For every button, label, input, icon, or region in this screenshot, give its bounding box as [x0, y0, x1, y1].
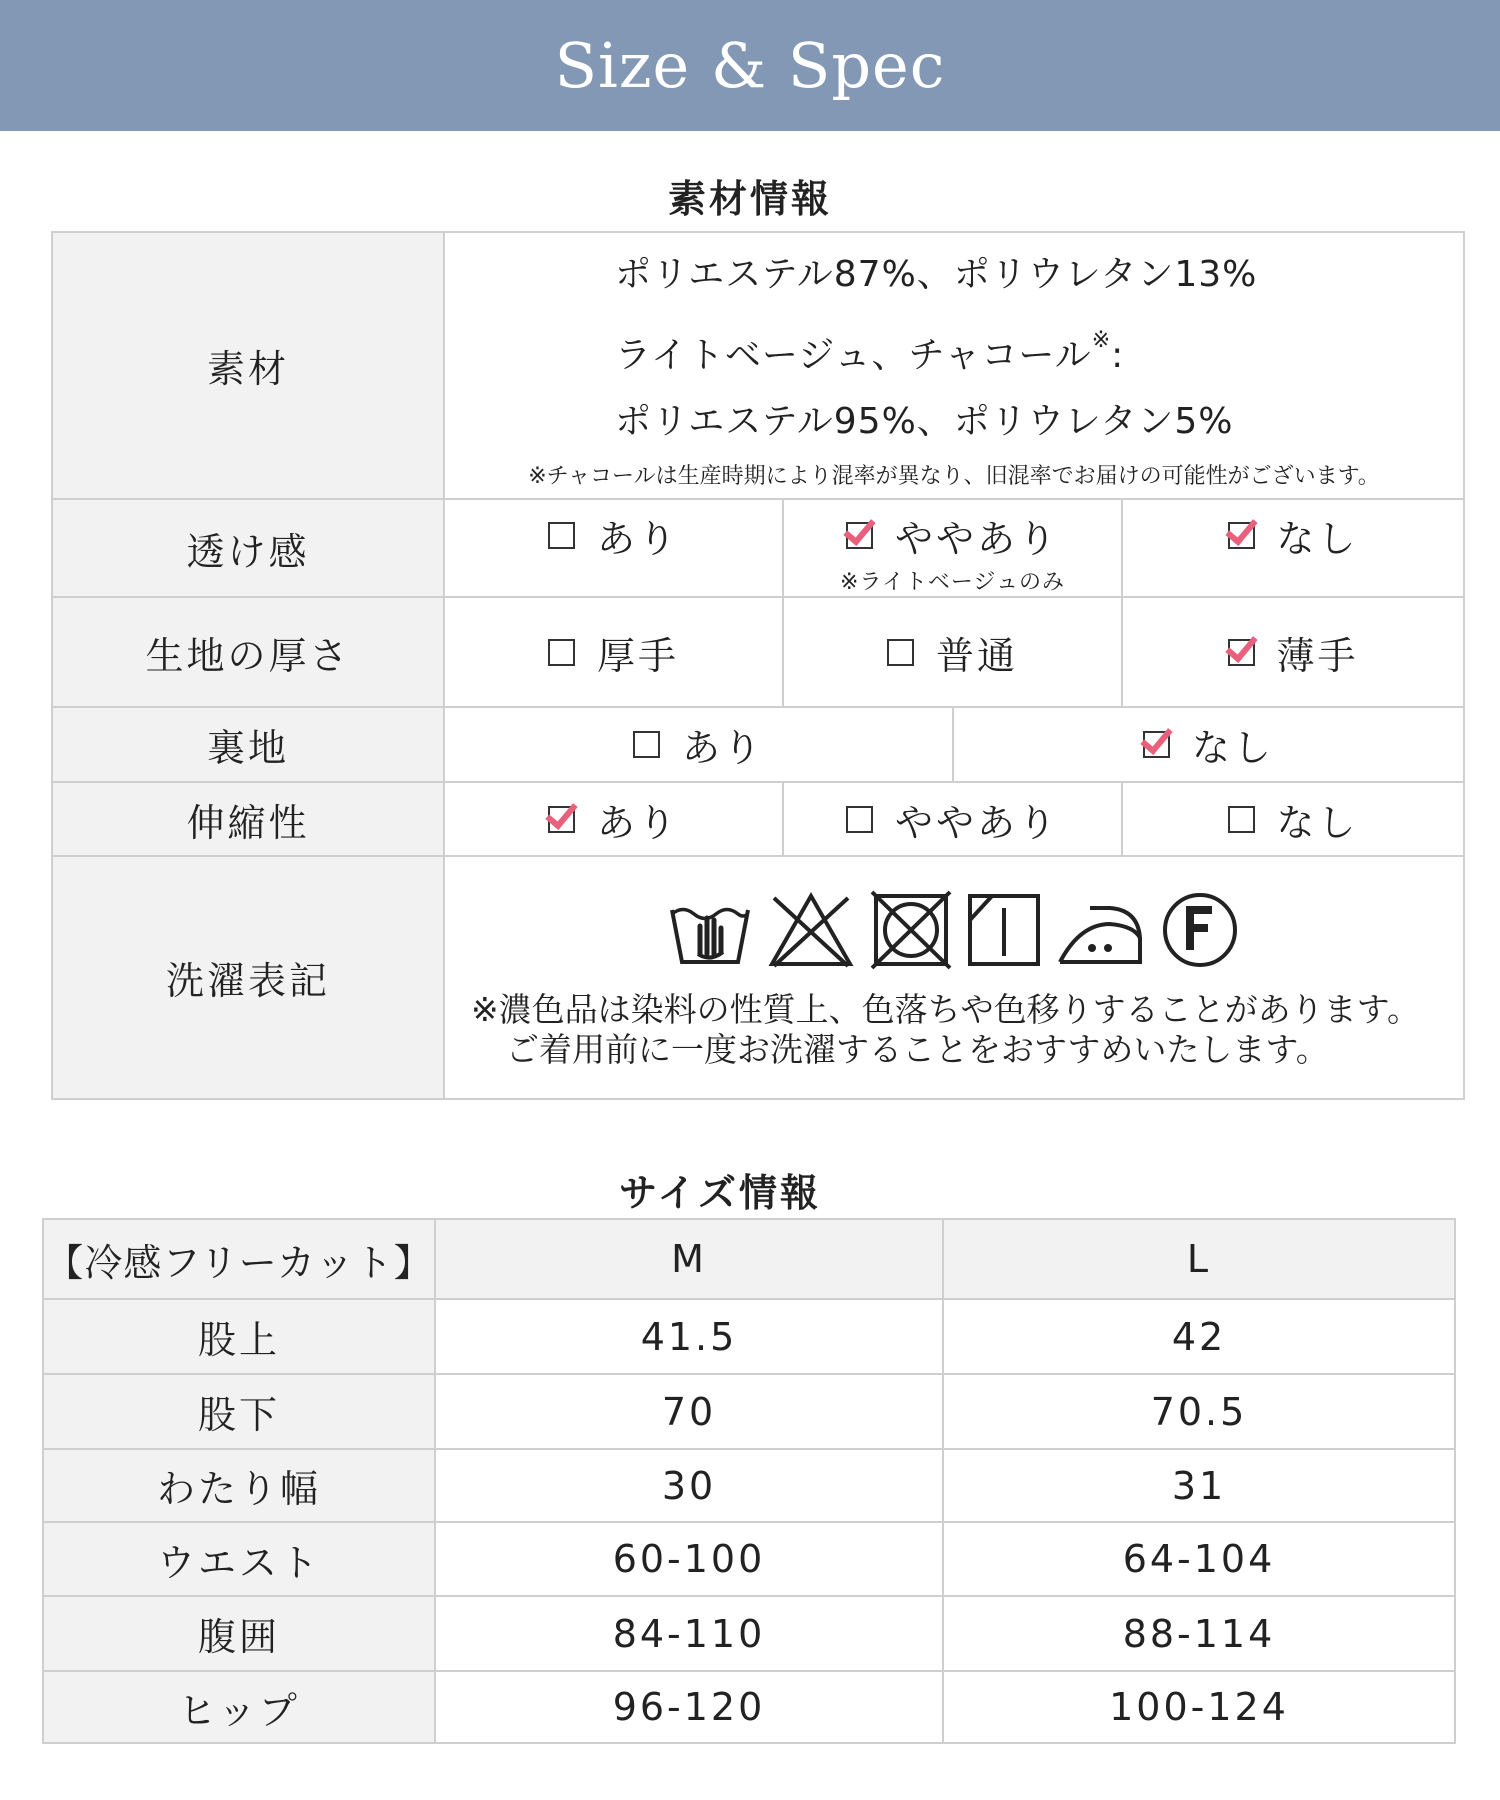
thickness-label: 生地の厚さ [52, 597, 444, 707]
stretch-label: 伸縮性 [52, 782, 444, 856]
checkbox-icon [548, 639, 575, 666]
checkbox-checked-icon [1143, 731, 1170, 758]
option-label: なし [1192, 726, 1275, 770]
washing-note [445, 990, 1463, 1070]
size-row-label: 股上 [43, 1299, 435, 1374]
checkbox-checked-icon [846, 522, 873, 549]
thickness-row [52, 597, 1464, 707]
material-label: 素材 [52, 232, 444, 499]
option-label: あり [681, 726, 764, 770]
material-line-2-suffix: : [1111, 334, 1125, 376]
size-header-m: M [435, 1219, 943, 1299]
size-row-waist [43, 1522, 1455, 1596]
sheerness-option-3 [1122, 499, 1464, 597]
care-symbols [445, 890, 1463, 974]
size-row-thigh [43, 1449, 1455, 1522]
size-value-l: 42 [943, 1299, 1455, 1374]
dry-clean-f-icon [1158, 890, 1242, 974]
material-line-2 [615, 308, 1463, 389]
size-info-heading: サイズ情報 [619, 1171, 821, 1215]
sheerness-option-1 [444, 499, 783, 597]
stretch-option-3 [1122, 782, 1464, 856]
option-label: あり [596, 800, 679, 845]
sheerness-option-2 [783, 499, 1122, 597]
thickness-option-2 [783, 597, 1122, 707]
hand-wash-icon [666, 890, 754, 974]
checkbox-icon [1228, 806, 1255, 833]
washing-row [52, 856, 1464, 1099]
thickness-option-3 [1122, 597, 1464, 707]
washing-content [444, 856, 1464, 1099]
lining-option-2 [953, 707, 1464, 782]
size-row-label: わたり幅 [43, 1449, 435, 1522]
checkbox-checked-icon [1228, 639, 1255, 666]
page-title: Size & Spec [554, 29, 946, 102]
stretch-option-1 [444, 782, 783, 856]
washing-label: 洗濯表記 [52, 856, 444, 1099]
checkbox-icon [846, 806, 873, 833]
material-composition [445, 242, 1463, 455]
size-value-m: 84-110 [435, 1596, 943, 1671]
washing-note-line-1: ※濃色品は染料の性質上、色落ちや色移りすることがあります。 [471, 989, 1421, 1029]
stretch-option-2 [783, 782, 1122, 856]
lining-option-1 [444, 707, 953, 782]
checkbox-icon [548, 522, 575, 549]
washing-note-line-2: ご着用前に一度お洗濯することをおすすめいたします。 [506, 1029, 1329, 1069]
line-dry-shade-icon [966, 890, 1042, 974]
option-label: あり [596, 517, 679, 561]
size-row-inseam [43, 1374, 1455, 1449]
no-bleach-icon [766, 890, 856, 974]
stretch-row [52, 782, 1464, 856]
option-label: ややあり [894, 800, 1059, 845]
option-label: 普通 [935, 633, 1018, 678]
size-value-l: 100-124 [943, 1671, 1455, 1743]
checkbox-checked-icon [548, 806, 575, 833]
size-table [42, 1218, 1456, 1744]
material-info-heading: 素材情報 [667, 177, 832, 221]
size-value-m: 41.5 [435, 1299, 943, 1374]
checkbox-checked-icon [1228, 522, 1255, 549]
size-value-l: 70.5 [943, 1374, 1455, 1449]
option-label: 厚手 [596, 633, 679, 678]
size-table-header [43, 1219, 1455, 1299]
size-row-label: 腹囲 [43, 1596, 435, 1671]
material-footnote-mark: ※ [1091, 327, 1112, 353]
header-banner [0, 0, 1500, 131]
size-value-m: 60-100 [435, 1522, 943, 1596]
size-header-label: 【冷感フリーカット】 [43, 1219, 435, 1299]
sheerness-label: 透け感 [52, 499, 444, 597]
material-content [444, 232, 1464, 499]
size-row-rise [43, 1299, 1455, 1374]
checkbox-icon [633, 731, 660, 758]
option-label: ややあり [894, 517, 1059, 561]
material-line-3: ポリエステル95%、ポリウレタン5% [615, 400, 1234, 442]
no-tumble-dry-icon [868, 890, 954, 974]
size-row-label: ヒップ [43, 1671, 435, 1743]
lining-row [52, 707, 1464, 782]
size-row-label: 股下 [43, 1374, 435, 1449]
checkbox-icon [887, 639, 914, 666]
material-row [52, 232, 1464, 499]
size-value-l: 88-114 [943, 1596, 1455, 1671]
material-line-2-text: ライトベージュ、チャコール [615, 334, 1092, 376]
size-value-m: 70 [435, 1374, 943, 1449]
size-header-l: L [943, 1219, 1455, 1299]
size-value-l: 64-104 [943, 1522, 1455, 1596]
size-value-l: 31 [943, 1449, 1455, 1522]
size-row-hip [43, 1671, 1455, 1743]
size-row-abdomen [43, 1596, 1455, 1671]
material-line-1: ポリエステル87%、ポリウレタン13% [615, 253, 1258, 295]
option-label: なし [1276, 517, 1359, 561]
option-note: ※ライトベージュのみ [840, 570, 1065, 595]
sheerness-row [52, 499, 1464, 597]
size-row-label: ウエスト [43, 1522, 435, 1596]
size-value-m: 30 [435, 1449, 943, 1522]
thickness-option-1 [444, 597, 783, 707]
material-spec-table [51, 231, 1465, 1100]
size-value-m: 96-120 [435, 1671, 943, 1743]
lining-label: 裏地 [52, 707, 444, 782]
iron-low-icon [1054, 890, 1146, 974]
option-label: 薄手 [1276, 633, 1359, 678]
option-label: なし [1276, 800, 1359, 845]
material-note: ※チャコールは生産時期により混率が異なり、旧混率でお届けの可能性がございます。 [528, 463, 1380, 489]
